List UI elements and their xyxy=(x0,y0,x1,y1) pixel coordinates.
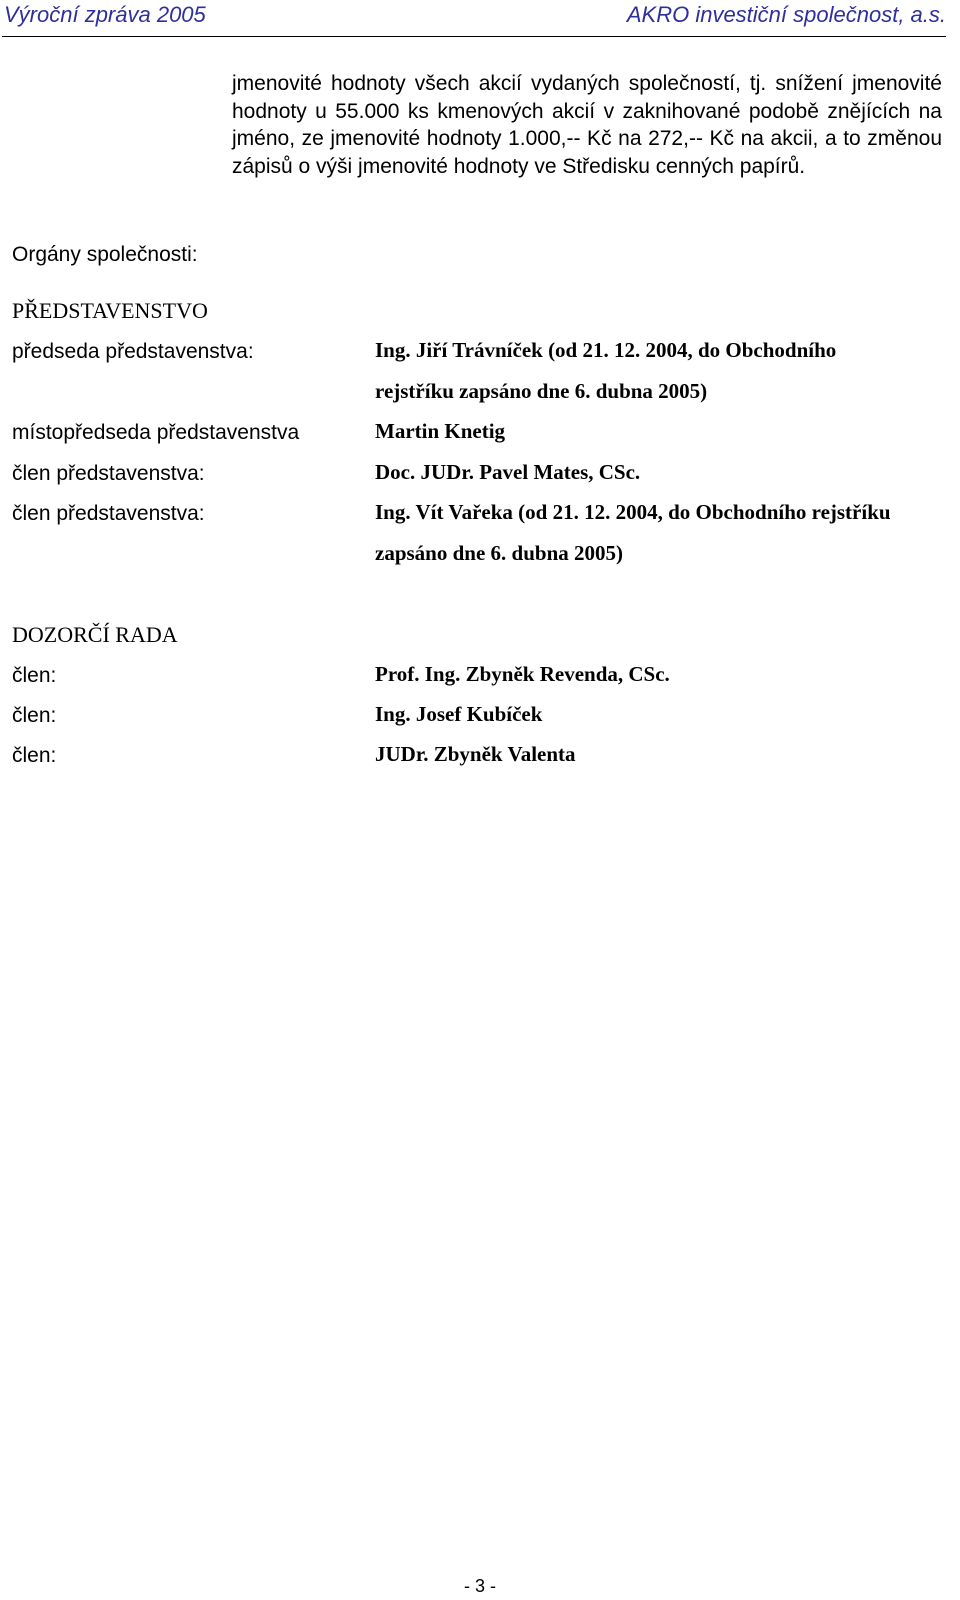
header-company-name: AKRO investiční společnost, a.s. xyxy=(626,2,946,27)
supervisory-name-member-3: JUDr. Zbyněk Valenta xyxy=(375,742,576,766)
supervisory-name-member-1: Prof. Ing. Zbyněk Revenda, CSc. xyxy=(375,662,670,686)
board-role-chairman: předseda představenstva: xyxy=(12,340,254,363)
page-number: - 3 - xyxy=(463,1576,496,1596)
board-name-chairman: Ing. Jiří Trávníček (od 21. 12. 2004, do Obchodního rejstříku zapsáno dne 6. dubna 2005) xyxy=(375,338,837,403)
header-report-title: Výroční zpráva 2005 xyxy=(4,2,206,27)
board-role-vice-chairman: místopředseda představenstva xyxy=(12,421,300,444)
board-name-vice-chairman: Martin Knetig xyxy=(375,419,506,443)
supervisory-name-member-2: Ing. Josef Kubíček xyxy=(375,702,543,726)
supervisory-role-member-2: člen: xyxy=(12,704,57,727)
page-header xyxy=(2,0,946,37)
intro-paragraph xyxy=(232,70,942,180)
board-role-member-1: člen představenstva: xyxy=(12,462,205,485)
board-name-member-1: Doc. JUDr. Pavel Mates, CSc. xyxy=(375,460,641,484)
board-role-member-2: člen představenstva: xyxy=(12,502,205,525)
organs-label: Orgány společnosti: xyxy=(12,243,198,266)
intro-text: jmenovité hodnoty všech akcií vydaných společností, tj. snížení jmenovité hodnoty u 55.000 ks kmenových akcií v zaknihované podobě znějících na jméno, ze jmenovité hodnoty 1.000,-- Kč na 272,-- Kč na akcii, a to změnou zápisů o výši jmenovité hodnoty ve Středisku cenných papírů. xyxy=(232,72,942,178)
board-title: PŘEDSTAVENSTVO xyxy=(12,298,208,323)
supervisory-board-title: DOZORČÍ RADA xyxy=(12,622,178,647)
supervisory-role-member-1: člen: xyxy=(12,664,57,687)
supervisory-role-member-3: člen: xyxy=(12,744,57,767)
board-name-member-2: Ing. Vít Vařeka (od 21. 12. 2004, do Obchodního rejstříku zapsáno dne 6. dubna 2005) xyxy=(375,500,891,565)
